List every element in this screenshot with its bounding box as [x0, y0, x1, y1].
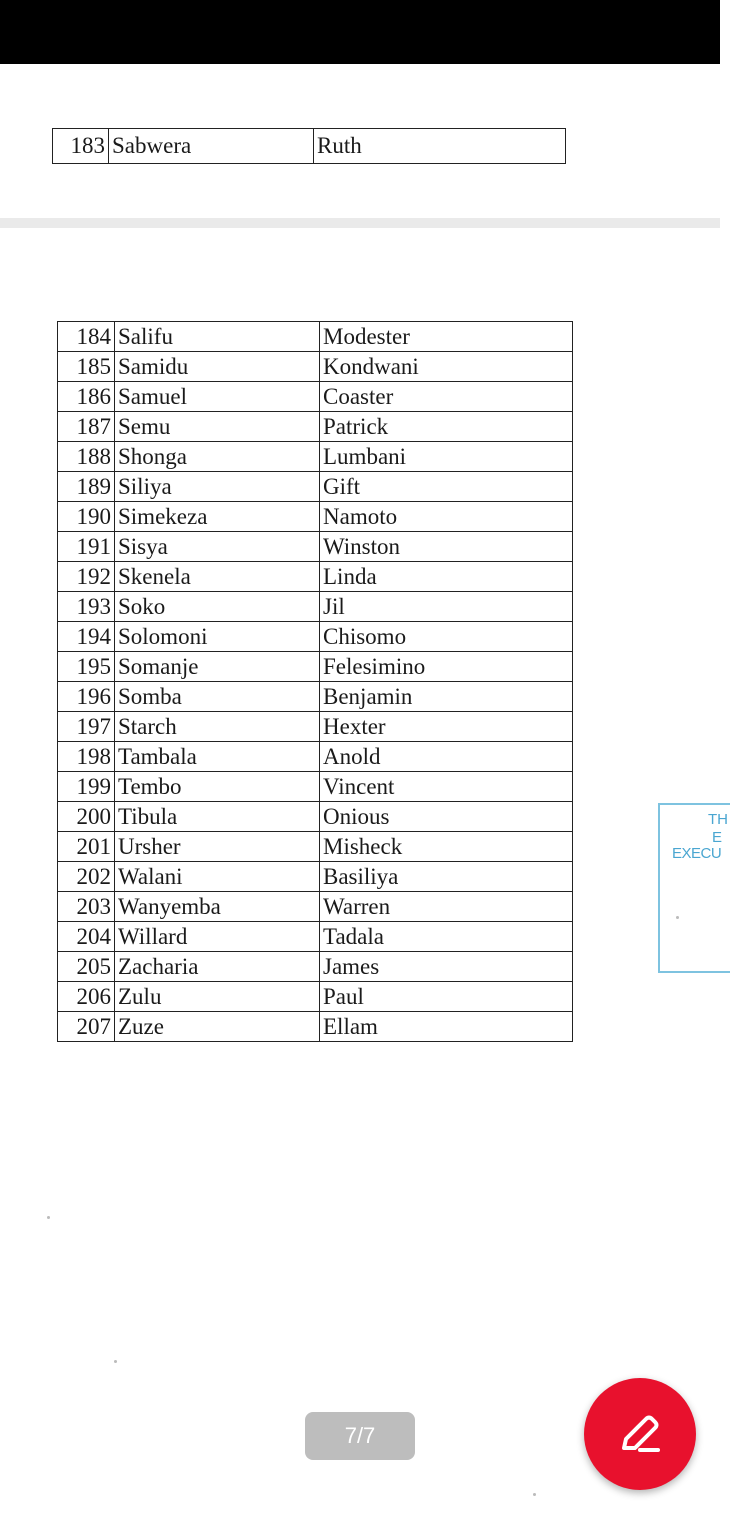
- row-number: 195: [58, 652, 115, 682]
- surname-cell: Zulu: [115, 982, 320, 1012]
- scan-speck: [533, 1493, 536, 1496]
- edit-button[interactable]: [584, 1378, 696, 1490]
- scan-speck: [114, 1360, 117, 1363]
- first-name-cell: Linda: [320, 562, 573, 592]
- first-name-cell: Warren: [320, 892, 573, 922]
- table-row: [58, 592, 573, 622]
- row-number: 198: [58, 742, 115, 772]
- first-name-cell: Felesimino: [320, 652, 573, 682]
- row-number: 183: [53, 129, 109, 164]
- surname-cell: Samuel: [115, 382, 320, 412]
- first-name-cell: Lumbani: [320, 442, 573, 472]
- table-row: [58, 892, 573, 922]
- first-name-cell: Coaster: [320, 382, 573, 412]
- names-table: [57, 321, 573, 1042]
- row-number: 191: [58, 532, 115, 562]
- surname-cell: Skenela: [115, 562, 320, 592]
- surname-cell: Somba: [115, 682, 320, 712]
- table-row: [58, 1012, 573, 1042]
- scan-speck: [47, 1216, 50, 1219]
- surname-cell: Tembo: [115, 772, 320, 802]
- surname-cell: Somanje: [115, 652, 320, 682]
- table-row: [58, 982, 573, 1012]
- surname-cell: Zacharia: [115, 952, 320, 982]
- table-row: [58, 322, 573, 352]
- surname-cell: Shonga: [115, 442, 320, 472]
- row-number: 202: [58, 862, 115, 892]
- surname-cell: Willard: [115, 922, 320, 952]
- table-row: [58, 952, 573, 982]
- page-separator: [0, 218, 720, 228]
- row-number: 190: [58, 502, 115, 532]
- previous-page-table: [52, 128, 566, 164]
- table-row: [58, 802, 573, 832]
- row-number: 201: [58, 832, 115, 862]
- row-number: 192: [58, 562, 115, 592]
- row-number: 203: [58, 892, 115, 922]
- surname-cell: Sisya: [115, 532, 320, 562]
- first-name-cell: Onious: [320, 802, 573, 832]
- first-name-cell: Ellam: [320, 1012, 573, 1042]
- first-name-cell: Namoto: [320, 502, 573, 532]
- surname-cell: Solomoni: [115, 622, 320, 652]
- table-row: [58, 712, 573, 742]
- surname-cell: Starch: [115, 712, 320, 742]
- row-number: 186: [58, 382, 115, 412]
- first-name-cell: Kondwani: [320, 352, 573, 382]
- table-row: [58, 922, 573, 952]
- row-number: 196: [58, 682, 115, 712]
- first-name-cell: Basiliya: [320, 862, 573, 892]
- row-number: 185: [58, 352, 115, 382]
- table-row: [53, 129, 566, 164]
- table-row: [58, 502, 573, 532]
- row-number: 204: [58, 922, 115, 952]
- first-name-cell: Modester: [320, 322, 573, 352]
- surname-cell: Walani: [115, 862, 320, 892]
- stamp-text-line3: EXECU: [672, 845, 722, 862]
- row-number: 184: [58, 322, 115, 352]
- table-row: [58, 652, 573, 682]
- table-row: [58, 442, 573, 472]
- row-number: 205: [58, 952, 115, 982]
- first-name-cell: Jil: [320, 592, 573, 622]
- row-number: 197: [58, 712, 115, 742]
- table-row: [58, 472, 573, 502]
- first-name-cell: Benjamin: [320, 682, 573, 712]
- surname-cell: Wanyemba: [115, 892, 320, 922]
- previous-document-page: [0, 64, 720, 218]
- row-number: 207: [58, 1012, 115, 1042]
- first-name-cell: Ruth: [314, 129, 566, 164]
- first-name-cell: Patrick: [320, 412, 573, 442]
- row-number: 189: [58, 472, 115, 502]
- row-number: 194: [58, 622, 115, 652]
- surname-cell: Ursher: [115, 832, 320, 862]
- table-row: [58, 772, 573, 802]
- first-name-cell: Paul: [320, 982, 573, 1012]
- surname-cell: Tibula: [115, 802, 320, 832]
- first-name-cell: Misheck: [320, 832, 573, 862]
- stamp-text-line2: E: [712, 829, 723, 846]
- surname-cell: Soko: [115, 592, 320, 622]
- first-name-cell: James: [320, 952, 573, 982]
- page-indicator: 7/7: [305, 1412, 415, 1460]
- surname-cell: Tambala: [115, 742, 320, 772]
- first-name-cell: Winston: [320, 532, 573, 562]
- table-row: [58, 682, 573, 712]
- row-number: 206: [58, 982, 115, 1012]
- surname-cell: Siliya: [115, 472, 320, 502]
- status-bar: [0, 0, 720, 64]
- table-row: [58, 562, 573, 592]
- table-row: [58, 622, 573, 652]
- row-number: 199: [58, 772, 115, 802]
- first-name-cell: Hexter: [320, 712, 573, 742]
- row-number: 187: [58, 412, 115, 442]
- table-row: [58, 532, 573, 562]
- surname-cell: Simekeza: [115, 502, 320, 532]
- surname-cell: Semu: [115, 412, 320, 442]
- row-number: 188: [58, 442, 115, 472]
- stamp-text-line1: TH: [708, 811, 728, 828]
- table-row: [58, 742, 573, 772]
- table-row: [58, 832, 573, 862]
- surname-cell: Samidu: [115, 352, 320, 382]
- surname-cell: Zuze: [115, 1012, 320, 1042]
- table-row: [58, 412, 573, 442]
- pencil-icon: [614, 1408, 666, 1460]
- surname-cell: Sabwera: [109, 129, 314, 164]
- table-row: [58, 382, 573, 412]
- row-number: 193: [58, 592, 115, 622]
- first-name-cell: Chisomo: [320, 622, 573, 652]
- first-name-cell: Gift: [320, 472, 573, 502]
- row-number: 200: [58, 802, 115, 832]
- first-name-cell: Vincent: [320, 772, 573, 802]
- first-name-cell: Tadala: [320, 922, 573, 952]
- scan-speck: [676, 916, 679, 919]
- first-name-cell: Anold: [320, 742, 573, 772]
- table-row: [58, 352, 573, 382]
- surname-cell: Salifu: [115, 322, 320, 352]
- table-row: [58, 862, 573, 892]
- official-stamp: [658, 803, 730, 973]
